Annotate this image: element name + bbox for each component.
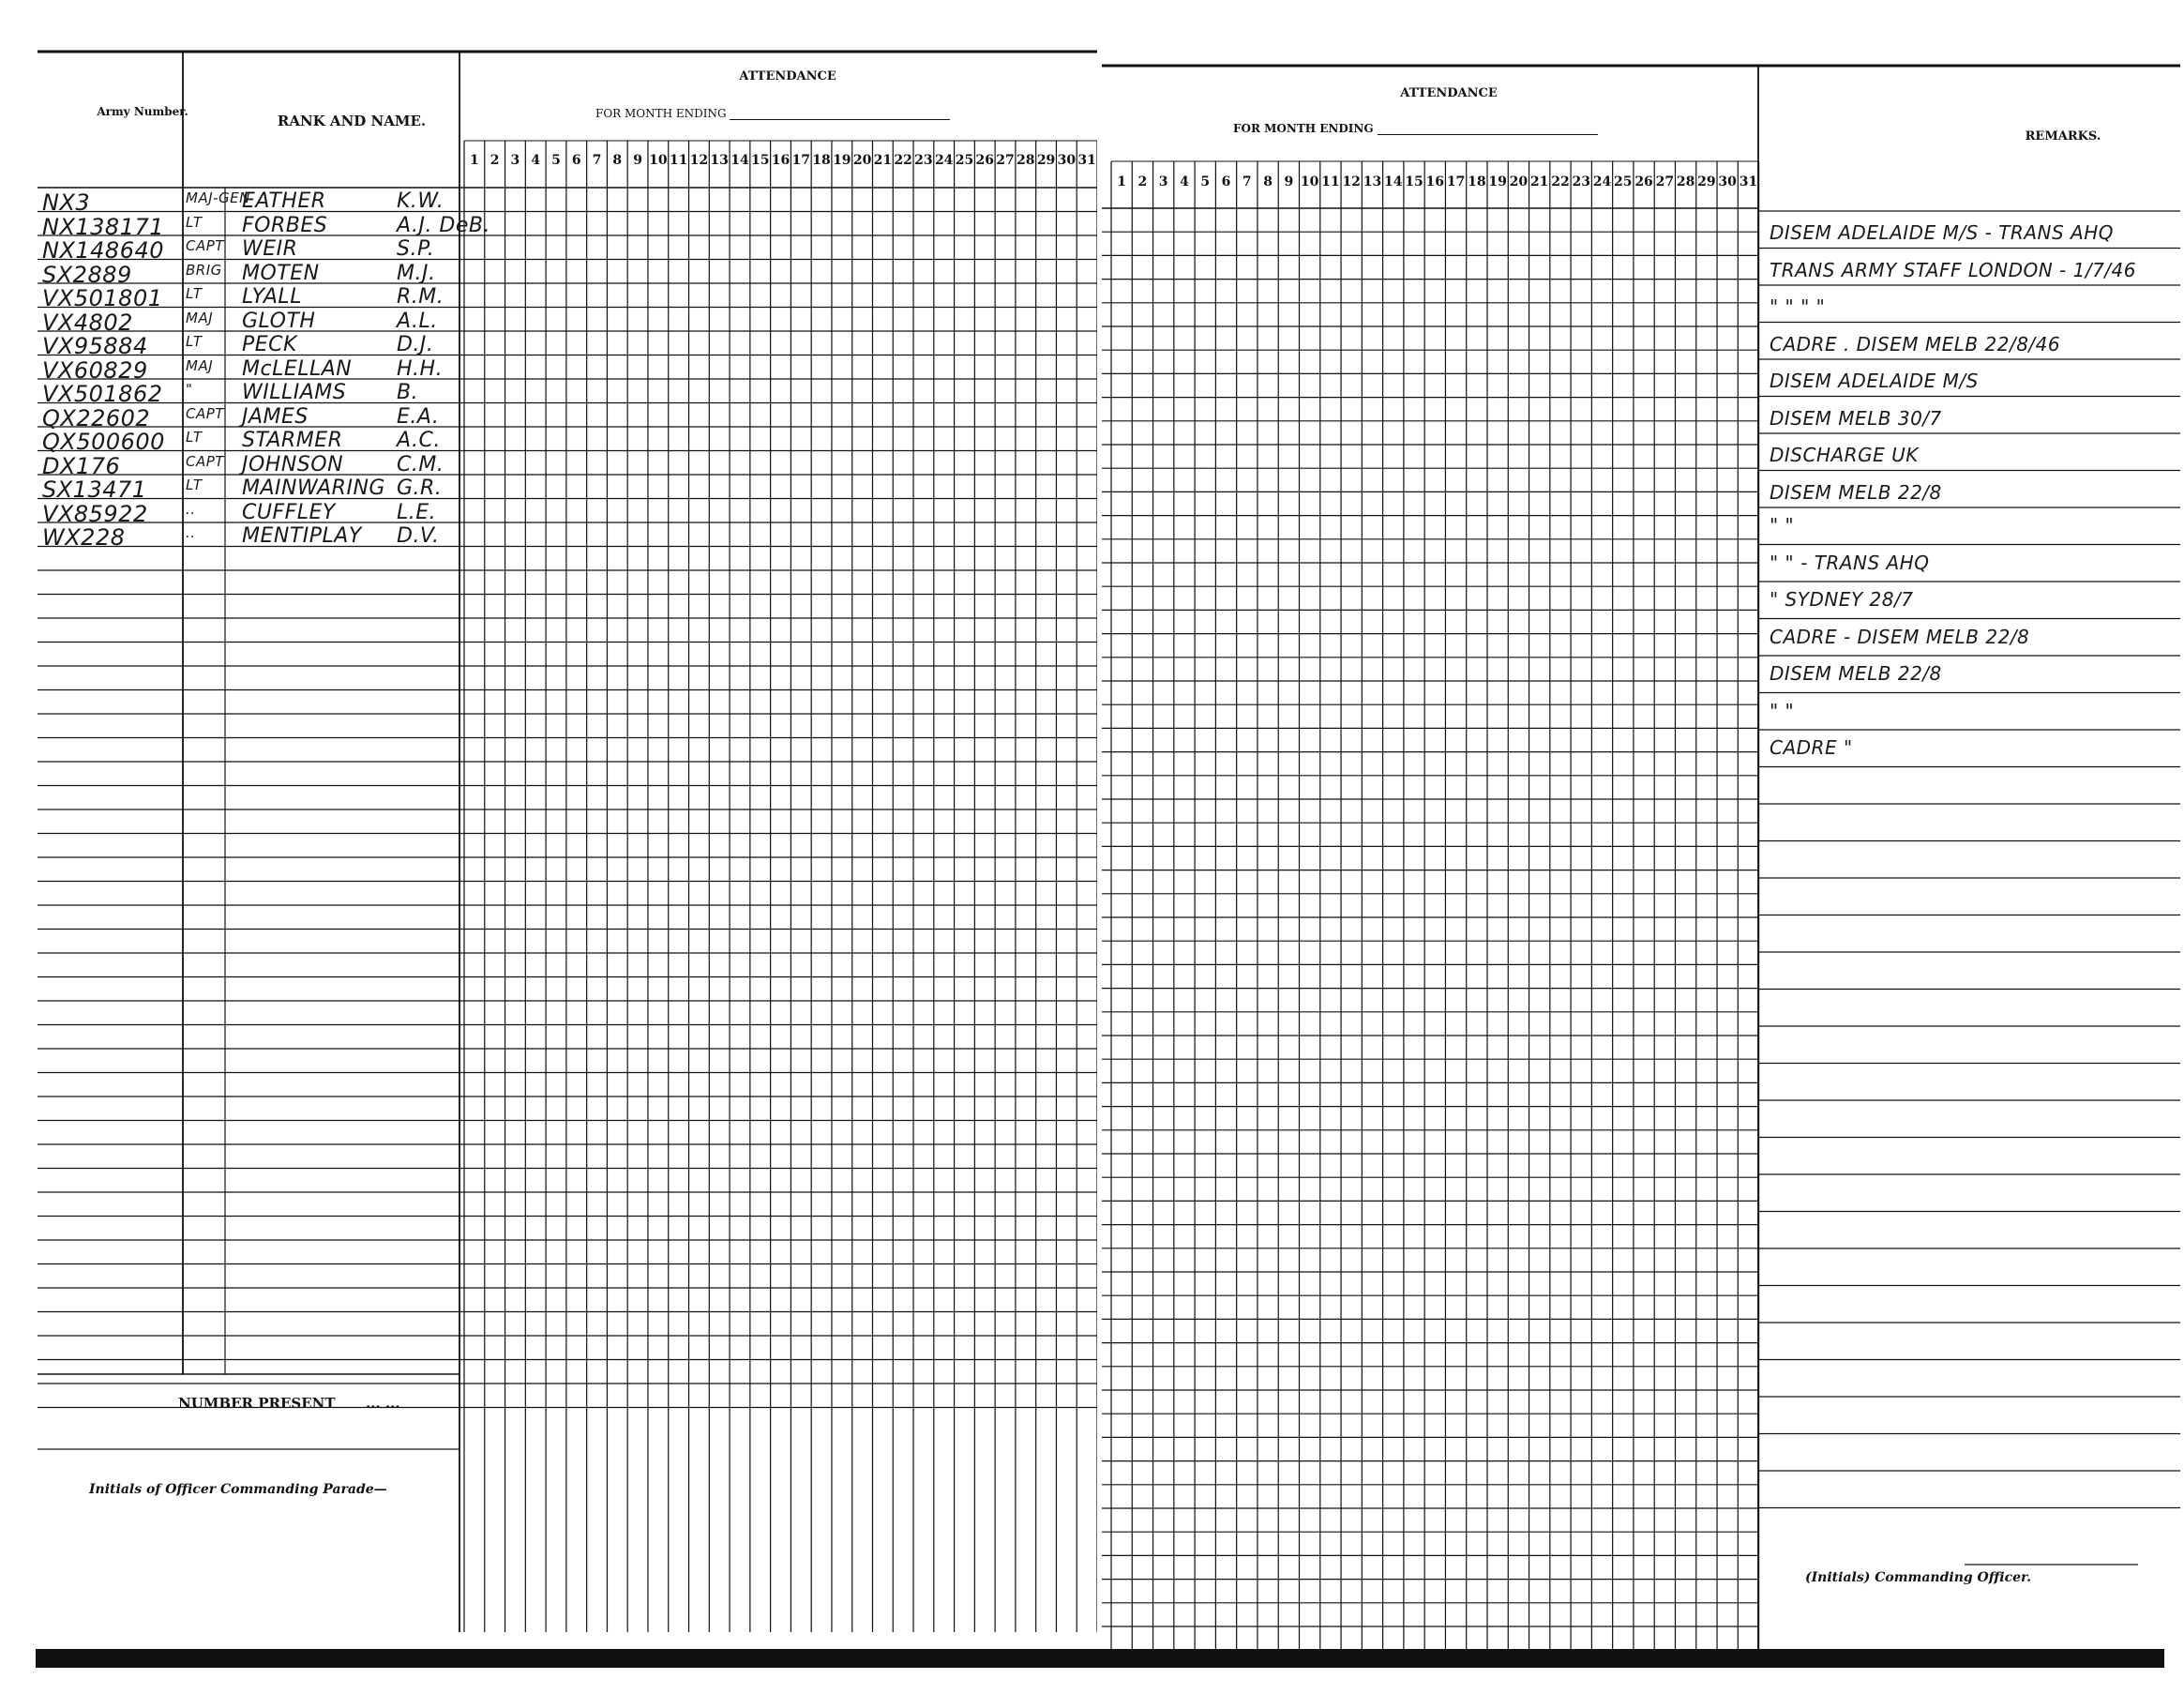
day-number-right: 11: [1321, 174, 1340, 189]
surname-entry: JAMES: [242, 404, 309, 429]
day-number-right: 3: [1158, 174, 1168, 189]
rank-entry: CAPT: [186, 452, 224, 470]
day-number-right: 17: [1446, 174, 1466, 189]
remark-entry: DISEM MELB 22/8: [1770, 662, 1942, 685]
initials-entry: A.L.: [397, 309, 438, 333]
day-number-left: 25: [955, 153, 974, 168]
surname-entry: MAINWARING: [242, 476, 385, 500]
day-number-left: 17: [791, 153, 810, 168]
day-number-right: 19: [1488, 174, 1507, 189]
initials-entry: H.H.: [397, 356, 444, 381]
day-number-left: 31: [1077, 153, 1096, 168]
rank-entry: MAJ: [186, 309, 214, 326]
day-number-left: 8: [612, 153, 623, 168]
remark-entry: " ": [1770, 699, 1795, 722]
month-ending-right: [1233, 122, 1598, 135]
remark-entry: DISEM MELB 30/7: [1770, 406, 1942, 430]
initials-entry: D.J.: [397, 333, 434, 356]
commanding-officer-label: (Initials) Commanding Officer.: [1805, 1570, 2032, 1585]
day-number-left: 20: [852, 153, 872, 168]
surname-entry: WILLIAMS: [242, 381, 347, 404]
day-number-left: 14: [731, 153, 749, 168]
day-number-left: 28: [1017, 153, 1035, 168]
month-ending-left: [595, 107, 950, 120]
rank-entry: BRIG: [186, 261, 222, 279]
army-number-entry: VX501801: [42, 285, 163, 311]
day-number-left: 27: [996, 153, 1015, 168]
army-number-header: Army Number.: [97, 105, 188, 118]
day-number-right: 12: [1342, 174, 1361, 189]
surname-entry: JOHNSON: [242, 452, 344, 476]
army-number-entry: SX13471: [42, 476, 147, 503]
day-number-right: 18: [1468, 174, 1486, 189]
day-number-right: 1: [1117, 174, 1126, 189]
army-number-entry: NX3: [42, 189, 91, 216]
day-number-right: 9: [1284, 174, 1294, 189]
remark-entry: DISEM MELB 22/8: [1770, 480, 1942, 504]
remark-entry: CADRE . DISEM MELB 22/8/46: [1770, 332, 2061, 355]
army-number-entry: VX4802: [42, 309, 133, 336]
day-number-right: 2: [1137, 174, 1148, 189]
day-number-right: 23: [1572, 174, 1590, 189]
initials-entry: M.J.: [397, 261, 436, 285]
day-number-right: 5: [1200, 174, 1211, 189]
surname-entry: MOTEN: [242, 261, 320, 285]
rank-entry: LT: [186, 333, 203, 350]
day-number-right: 16: [1425, 174, 1445, 189]
surname-entry: EATHER: [242, 189, 326, 213]
rank-entry: CAPT: [186, 237, 224, 254]
day-number-right: 21: [1529, 174, 1549, 189]
surname-entry: CUFFLEY: [242, 500, 336, 524]
day-number-right: 30: [1718, 174, 1737, 189]
rank-entry: LT: [186, 429, 203, 446]
rank-entry: LT: [186, 285, 203, 302]
rank-entry: LT: [186, 476, 203, 493]
month-ending-label-left: FOR MONTH ENDING: [595, 107, 727, 120]
surname-entry: LYALL: [242, 285, 302, 309]
initials-entry: A.J. DeB.: [397, 213, 490, 237]
remark-entry: CADRE - DISEM MELB 22/8: [1770, 625, 2030, 648]
number-present-label: NUMBER PRESENT: [178, 1395, 336, 1412]
day-number-left: 4: [531, 153, 541, 168]
remark-entry: TRANS ARMY STAFF LONDON - 1/7/46: [1770, 258, 2136, 281]
day-number-left: 21: [873, 153, 893, 168]
day-number-right: 25: [1614, 174, 1633, 189]
day-number-left: 29: [1036, 153, 1056, 168]
month-ending-field-left[interactable]: [730, 119, 950, 120]
army-number-entry: DX176: [42, 452, 121, 479]
page-bottom-edge: [36, 1649, 2164, 1668]
day-number-right: 14: [1383, 174, 1403, 189]
remark-entry: DISEM ADELAIDE M/S - TRANS AHQ: [1770, 221, 2114, 244]
day-number-right: 7: [1242, 174, 1252, 189]
remark-entry: " ": [1770, 514, 1795, 537]
army-number-entry: NX148640: [42, 237, 165, 264]
rank-entry: LT: [186, 213, 203, 231]
day-number-left: 16: [771, 153, 791, 168]
remark-entry: DISEM ADELAIDE M/S: [1770, 370, 1979, 392]
remark-entry: " " - TRANS AHQ: [1770, 551, 1930, 574]
initials-entry: L.E.: [397, 500, 437, 524]
day-number-right: 26: [1634, 174, 1653, 189]
left-page: [38, 0, 1097, 1670]
day-number-right: 20: [1509, 174, 1529, 189]
attendance-header-right: ATTENDANCE: [1400, 86, 1498, 100]
day-number-right: 31: [1739, 174, 1758, 189]
army-number-entry: WX228: [42, 524, 126, 551]
day-number-left: 26: [975, 153, 994, 168]
day-number-left: 7: [592, 153, 602, 168]
rank-entry: ": [186, 381, 193, 398]
surname-entry: WEIR: [242, 237, 298, 261]
rank-and-name-header: RANK AND NAME.: [277, 113, 427, 129]
day-number-left: 15: [750, 153, 770, 168]
army-number-entry: SX2889: [42, 261, 132, 288]
day-number-left: 6: [571, 153, 581, 168]
surname-entry: PECK: [242, 333, 297, 356]
month-ending-label-right: FOR MONTH ENDING: [1233, 122, 1374, 135]
day-number-left: 12: [689, 153, 709, 168]
day-number-left: 19: [833, 153, 851, 168]
day-number-right: 13: [1363, 174, 1382, 189]
month-ending-field-right[interactable]: [1378, 134, 1598, 135]
remarks-header: REMARKS.: [2025, 129, 2101, 144]
day-number-right: 24: [1592, 174, 1612, 189]
initials-entry: C.M.: [397, 452, 444, 476]
army-number-entry: VX60829: [42, 356, 148, 384]
day-number-left: 11: [669, 153, 688, 168]
day-number-left: 3: [510, 153, 520, 168]
day-number-left: 9: [633, 153, 642, 168]
day-number-right: 29: [1697, 174, 1716, 189]
day-number-right: 6: [1221, 174, 1231, 189]
day-number-right: 10: [1300, 174, 1319, 189]
remark-entry: " SYDNEY 28/7: [1770, 588, 1914, 611]
day-number-left: 22: [894, 153, 912, 168]
rank-entry: MAJ: [186, 356, 214, 374]
day-number-right: 22: [1551, 174, 1570, 189]
army-number-entry: VX85922: [42, 500, 148, 527]
initials-entry: E.A.: [397, 404, 440, 429]
surname-entry: FORBES: [242, 213, 328, 237]
surname-entry: McLELLAN: [242, 356, 353, 381]
day-number-right: 8: [1263, 174, 1273, 189]
army-number-entry: VX501862: [42, 381, 163, 407]
remark-entry: " " " ": [1770, 295, 1826, 318]
day-number-right: 4: [1180, 174, 1189, 189]
day-number-left: 1: [470, 153, 479, 168]
day-number-left: 2: [490, 153, 500, 168]
day-number-left: 24: [934, 153, 954, 168]
day-number-right: 15: [1405, 174, 1423, 189]
day-number-right: 27: [1655, 174, 1675, 189]
rank-entry: CAPT: [186, 404, 224, 422]
surname-entry: MENTIPLAY: [242, 524, 362, 548]
right-page: [1102, 0, 2180, 1670]
initials-entry: D.V.: [397, 524, 440, 548]
initials-entry: S.P.: [397, 237, 435, 261]
army-number-entry: QX500600: [42, 429, 165, 455]
initials-entry: G.R.: [397, 476, 443, 500]
day-number-left: 5: [551, 153, 561, 168]
day-number-left: 10: [649, 153, 668, 168]
day-number-left: 13: [710, 153, 729, 168]
day-number-left: 30: [1057, 153, 1077, 168]
surname-entry: STARMER: [242, 429, 343, 452]
remark-entry: DISCHARGE UK: [1770, 444, 1919, 466]
rank-entry: ..: [186, 524, 196, 541]
day-number-left: 18: [812, 153, 831, 168]
attendance-header-left: ATTENDANCE: [739, 69, 836, 83]
initials-entry: R.M.: [397, 285, 444, 309]
surname-entry: GLOTH: [242, 309, 316, 333]
number-present-dots: ... ...: [366, 1395, 400, 1412]
initials-entry: K.W.: [397, 189, 444, 213]
remark-entry: CADRE ": [1770, 736, 1853, 759]
rank-entry: MAJ-GEN: [186, 189, 250, 206]
day-number-left: 23: [914, 153, 933, 168]
initials-entry: A.C.: [397, 429, 441, 452]
army-number-entry: NX138171: [42, 213, 165, 240]
rank-entry: ..: [186, 500, 196, 518]
army-number-entry: VX95884: [42, 333, 148, 359]
army-number-entry: QX22602: [42, 404, 151, 431]
day-number-right: 28: [1676, 174, 1695, 189]
initials-officer-commanding-label: Initials of Officer Commanding Parade—: [89, 1482, 387, 1497]
right-page-grid: [1102, 0, 2180, 1670]
initials-entry: B.: [397, 381, 419, 404]
